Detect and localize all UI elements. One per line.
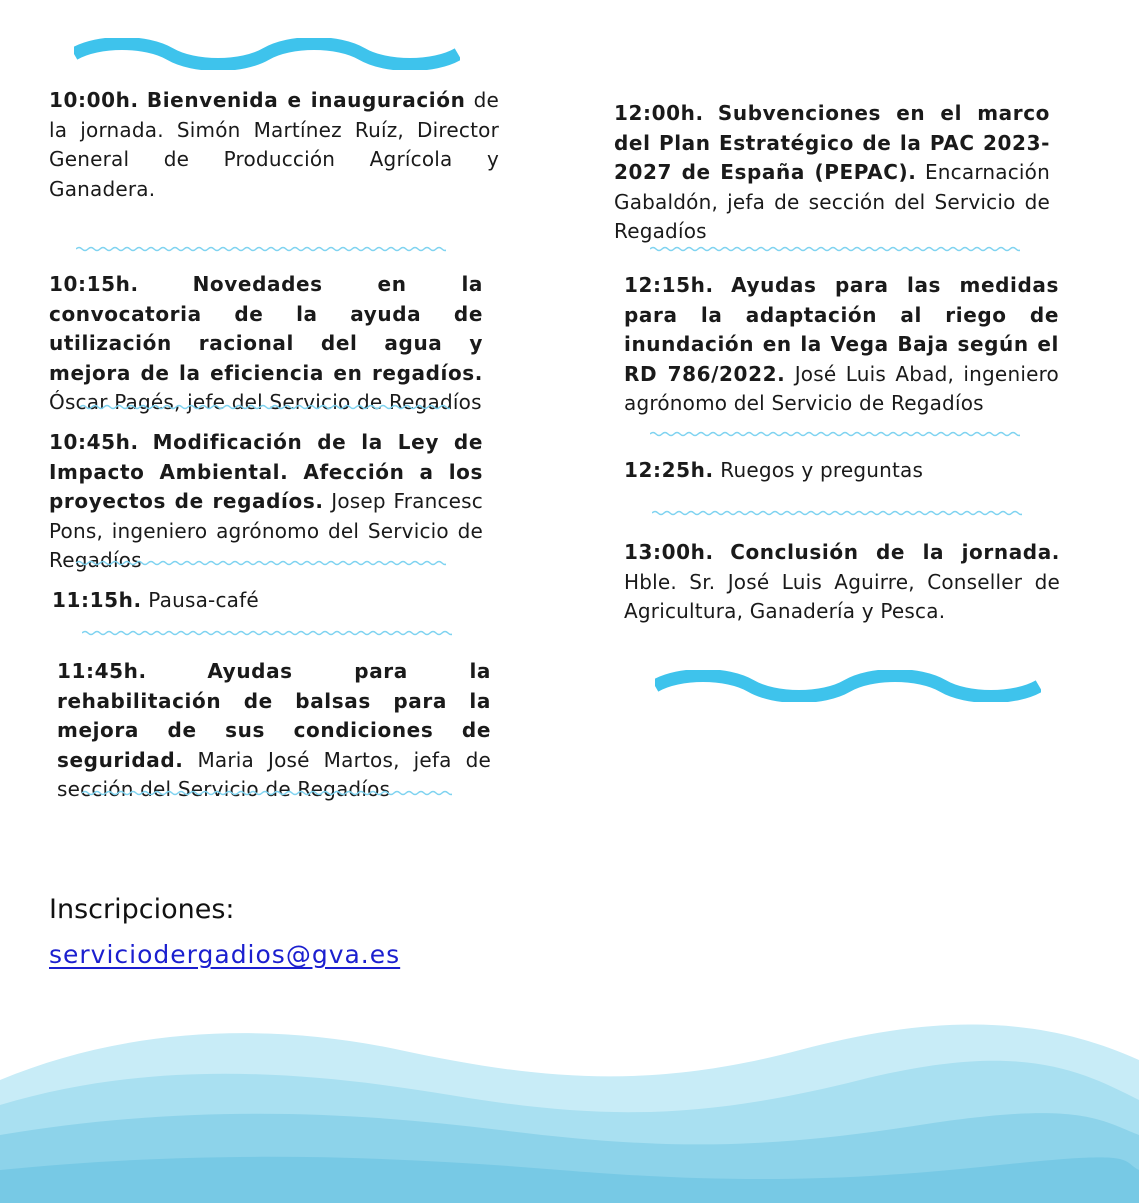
separator-wave xyxy=(82,790,452,796)
item-title: Conclusión de la jornada. xyxy=(730,540,1060,564)
item-title: Bienvenida e inauguración xyxy=(146,88,466,112)
item-title: Ayudas para la rehabilitación de balsas para la mejora de sus condiciones de seguridad. xyxy=(57,659,492,772)
registration-label: Inscripciones: xyxy=(49,894,235,925)
separator-wave xyxy=(76,246,446,252)
item-time: 12:00h. xyxy=(614,101,704,125)
bottom-wave-background xyxy=(0,1010,1139,1203)
item-description: Ruegos y preguntas xyxy=(713,458,924,482)
item-description: Encarnación Gabaldón, jefa de sección del Servicio de Regadíos xyxy=(614,160,1050,243)
item-time: 12:15h. xyxy=(624,273,714,297)
item-title: Novedades en la convocatoria de la ayuda de utilización racional del agua y mejora de la eficiencia en regadíos. xyxy=(49,272,483,385)
item-description: José Luis Abad, ingeniero agrónomo del Servicio de Regadíos xyxy=(624,361,1059,415)
item-time: 11:45h. xyxy=(57,659,147,683)
item-description: Óscar Pagés, jefe del Servicio de Regadíos xyxy=(49,390,482,414)
schedule-item-1145 xyxy=(57,657,491,805)
schedule-item-1045 xyxy=(49,428,483,576)
separator-wave xyxy=(652,510,1022,516)
separator-wave xyxy=(80,404,450,410)
schedule-item-1300 xyxy=(624,538,1060,627)
separator-wave xyxy=(76,560,446,566)
schedule-item-1115 xyxy=(52,586,486,616)
item-time: 13:00h. xyxy=(624,540,714,564)
schedule-item-1015 xyxy=(49,270,483,418)
item-description: Pausa-café xyxy=(141,588,259,612)
wave-decoration-top xyxy=(74,38,460,70)
separator-wave xyxy=(650,246,1020,252)
registration-email-link[interactable]: serviciodergadios@gva.es xyxy=(49,940,401,969)
item-description: Hble. Sr. José Luis Aguirre, Conseller de Agricultura, Ganadería y Pesca. xyxy=(624,569,1060,623)
schedule-item-1200 xyxy=(614,99,1050,247)
separator-wave xyxy=(82,630,452,636)
separator-wave xyxy=(650,431,1020,437)
schedule-item-1225 xyxy=(624,456,1059,486)
schedule-item-1000 xyxy=(49,86,499,204)
item-time: 10:15h. xyxy=(49,272,139,296)
item-description: Josep Francesc Pons, ingeniero agrónomo del Servicio de Regadíos xyxy=(49,489,483,572)
item-time: 11:15h. xyxy=(52,588,142,612)
item-time: 10:00h. xyxy=(49,88,139,112)
item-title: Modificación de la Ley de Impacto Ambiental. Afección a los proyectos de regadíos. xyxy=(49,430,483,513)
item-time: 10:45h. xyxy=(49,430,139,454)
item-title: Ayudas para las medidas para la adaptación al riego de inundación en la Vega Baja según el RD 786/2022. xyxy=(624,273,1059,386)
schedule-item-1215 xyxy=(624,271,1059,419)
item-title: Subvenciones en el marco del Plan Estratégico de la PAC 2023-2027 de España (PEPAC). xyxy=(614,101,1051,184)
item-description: de la jornada. Simón Martínez Ruíz, Director General de Producción Agrícola y Ganadera. xyxy=(49,88,499,201)
item-description: Maria José Martos, jefa de sección del Servicio de Regadíos xyxy=(57,747,491,801)
wave-decoration-right xyxy=(655,670,1041,702)
item-time: 12:25h. xyxy=(624,458,714,482)
